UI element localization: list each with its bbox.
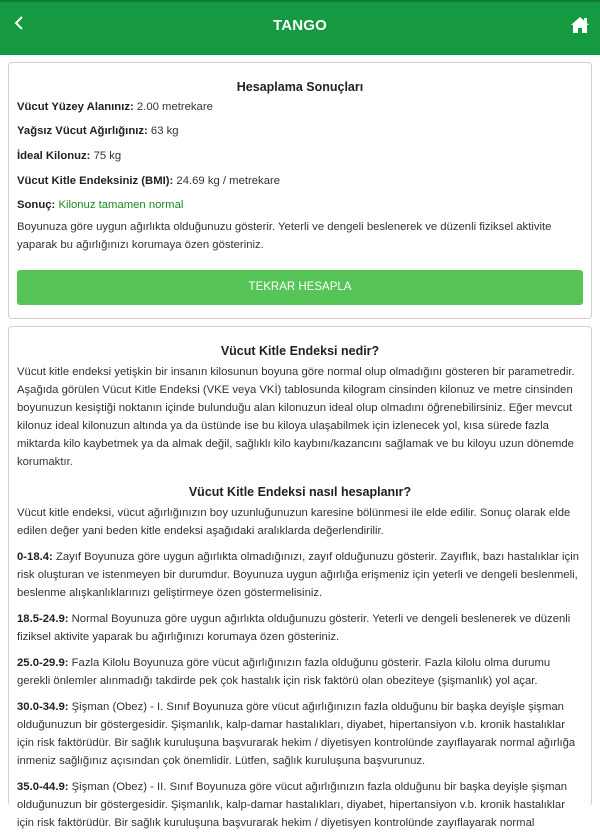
- home-button[interactable]: [570, 16, 590, 37]
- result-description: Boyunuza göre uygun ağırlıkta olduğunuzu gösterir. Yeterli ve dengeli beslenerek ve düzenli fiziksel aktivite yaparak bu ağırlığınızı korumaya özen gösteriniz.: [17, 221, 552, 251]
- result-label: Sonuç:: [17, 199, 56, 211]
- range-text: Zayıf Boyunuza göre uygun ağırlıkta olmadığınızı, zayıf olduğunuzu gösterir. Zayıflık, bazı hastalıklar için risk oluşturan ve istenmeyen bir durumdur. Boyunuza uygun ağırlığa erişmeniz için yeterli ve dengeli beslenmeli, beslenme alışkanlıklarınızı geliştirmeye özen göstermelisiniz.: [17, 551, 580, 599]
- result-row: [17, 175, 280, 187]
- range-label: 25.0-29.9:: [17, 657, 69, 669]
- app-header: [0, 0, 600, 55]
- results-card: [8, 62, 592, 319]
- result-label: Vücut Yüzey Alanınız:: [17, 101, 134, 113]
- result-value: 63 kg: [150, 125, 179, 137]
- recalculate-button[interactable]: TEKRAR HESAPLA: [17, 270, 583, 305]
- section-paragraph: Vücut kitle endeksi yetişkin bir insanın kilosunun boyuna göre normal olup olmadığını gösteren bir parametredir. Aşağıda görülen Vücut Kitle Endeksi (VKE veya VKİ) tablosunda kilogram cinsinden kilonuz ve metre cinsinden boyunuzun kesiştiği noktanın içinde bulunduğu alan kilonuzun ideal olup olmadını öğrenebilirsiniz. Eğer mevcut kilonuz ideal kilonuzun altında ya da üstünde ise bu kiloya ulaşabilmek için izlenecek yol, kısa sürede fazla miktarda kilo kaybetmek ya da almak değil, sağlıklı kilo kaybını/kazancını sağlamak ve bu kiloyu uzun dönemde korumaktır.: [17, 366, 575, 468]
- result-status: Kilonuz tamamen normal: [58, 199, 184, 211]
- range-text: Şişman (Obez) - I. Sınıf Boyunuza göre vücut ağırlığınızın fazla olduğunu bir başka deyişle şişman olduğunuzun bir göstergesidir. Şişmanlık, kalp-damar hastalıkları, diyabet, hipertansiyon v.b. kronik hastalıklar için risk faktörüdür. Bir sağlık kuruluşuna başvurarak hekim / diyetisyen kontrolünde zayıflayarak normal ağırlığa inmeniz sağlığınız açısından çok önemlidir. Lütfen, sağlık kuruluşuna başvurunuz.: [17, 701, 576, 767]
- home-icon: [570, 16, 590, 34]
- range-label: 30.0-34.9:: [17, 701, 69, 713]
- range-label: 0-18.4:: [17, 551, 53, 563]
- results-title: Hesaplama Sonuçları: [236, 80, 364, 94]
- result-label: Vücut Kitle Endeksiniz (BMI):: [17, 175, 174, 187]
- result-value: 2.00 metrekare: [136, 101, 213, 113]
- result-value: 24.69 kg / metrekare: [176, 175, 281, 187]
- result-label: Yağsız Vücut Ağırlığınız:: [17, 125, 148, 137]
- range-text: Normal Boyunuza göre uygun ağırlıkta olduğunuzu gösterir. Yeterli ve dengeli beslenerek ve düzenli fiziksel aktivite yaparak bu ağırlığınızı korumaya özen gösteriniz.: [17, 613, 571, 643]
- result-row: [17, 150, 121, 162]
- range-text: Şişman (Obez) - II. Sınıf Boyunuza göre vücut ağırlığınızın fazla olduğunu bir başka deyişle şişman olduğunuzun bir göstergesidir. Şişmanlık, kalp-damar hastalıkları, diyabet, hipertansiyon v.b. kronik hastalıklar için risk faktörüdür. Bir sağlık kuruluşuna başvurarak hekim / diyetisyen kontrolünde zayıflayarak normal: [17, 781, 568, 829]
- section-title: Vücut Kitle Endeksi nasıl hesaplanır?: [188, 485, 412, 499]
- bmi-range-item: [17, 610, 583, 646]
- result-label: İdeal Kilonuz:: [17, 150, 91, 162]
- range-text: Fazla Kilolu Boyunuza göre vücut ağırlığınızın fazla olduğunu gösterir. Fazla kilolu olma durumu gerekli önlemler alınmadığı takdirde pek çok hastalık için risk faktörü olan obeziteye (şişmanlık) yol açar.: [17, 657, 551, 687]
- bmi-range-item: [17, 548, 583, 602]
- app-title: TANGO: [272, 17, 328, 34]
- result-row: [17, 199, 183, 211]
- section-paragraph: Vücut kitle endeksi, vücut ağırlığınızın boy uzunluğunuzun karesine bölünmesi ile elde edilir. Sonuç olarak elde edilen değer yani beden kitle endeksi aşağıdaki aralıklarda değerlendirilir.: [17, 507, 571, 537]
- result-row: [17, 101, 213, 113]
- bmi-range-item: [17, 654, 583, 690]
- bmi-range-item: [17, 778, 583, 832]
- section-title: Vücut Kitle Endeksi nedir?: [220, 344, 380, 358]
- range-label: 18.5-24.9:: [17, 613, 69, 625]
- bmi-range-item: [17, 698, 583, 770]
- info-card: [8, 326, 592, 829]
- range-label: 35.0-44.9:: [17, 781, 69, 793]
- result-row: [17, 125, 179, 137]
- result-value: 75 kg: [93, 150, 122, 162]
